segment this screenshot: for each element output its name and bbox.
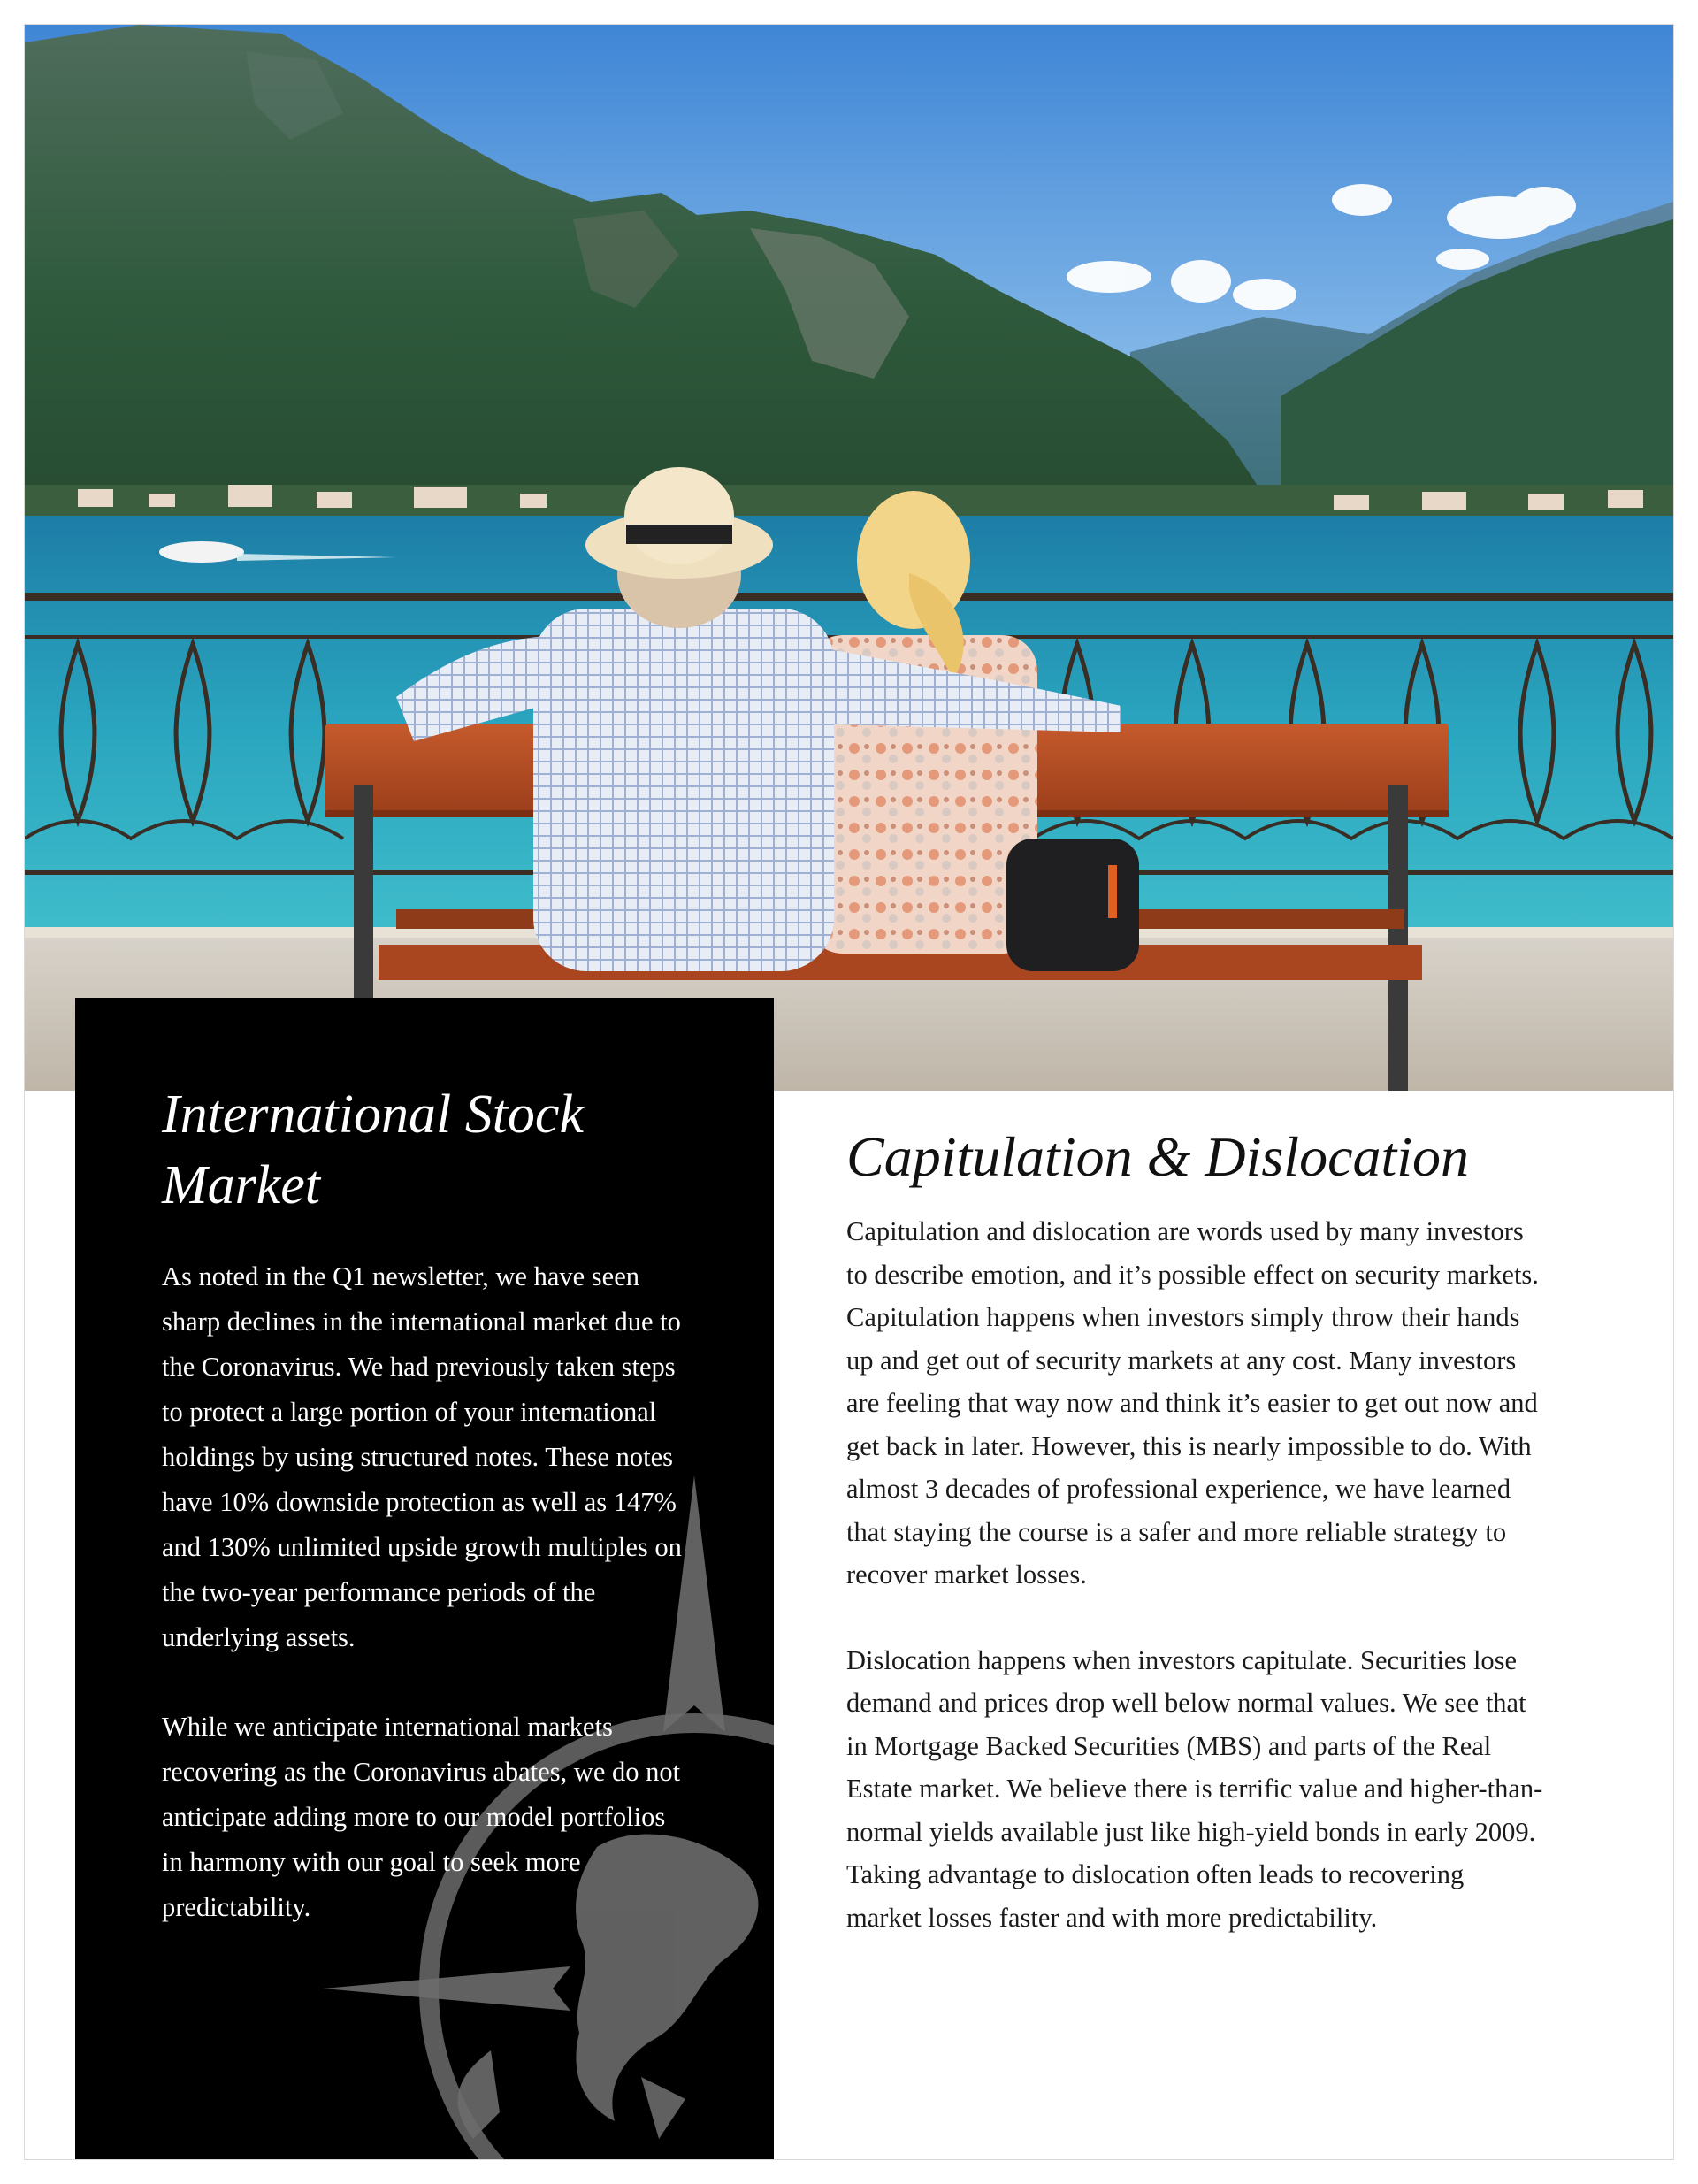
lake-scene-illustration <box>25 25 1673 1091</box>
newsletter-page <box>25 25 1673 2159</box>
article-paragraph: Dislocation happens when investors capitulate. Securities lose demand and prices drop well below normal values. We see that in Mortgage Backed Securities (MBS) and parts of the Real Estate market. We believe there is terrific value and higher-than-normal yields available just like high-yield bonds in early 2009. Taking advantage to dislocation often leads to recovering market losses faster and with more predictability. <box>846 1644 1543 1933</box>
article-title: Capitulation & Dislocation <box>846 1125 1470 1188</box>
international-market-sidebar <box>75 998 774 2159</box>
header-photo <box>25 25 1673 1091</box>
article-paragraph: Capitulation and dislocation are words used by many investors to describe emotion, and it’s possible effect on security markets. Capitulation happens when investors simply throw their hands up and get out of security markets at any cost. Many investors are feeling that way now and think it’s easier to get out now and get back in later. However, this is nearly impossible to do. With almost 3 decades of professional experience, we have learned that staying the course is a safer and more reliable strategy to recover market losses. <box>846 1216 1539 1590</box>
sidebar-paragraph: As noted in the Q1 newsletter, we have seen sharp declines in the international market due to the Coronavirus. We had previously taken steps to protect a large portion of your international holdings by using structured notes. These notes have 10% downside protection as well as 147% and 130% unlimited upside growth multiples on the two-year performance periods of the underlying assets. <box>162 1261 682 1652</box>
sidebar-paragraph: While we anticipate international markets recovering as the Coronavirus abates, we do not anticipate adding more to our model portfolios in harmony with our goal to seek more predictability. <box>162 1712 681 1922</box>
capitulation-article <box>846 1122 1545 1981</box>
sidebar-body <box>162 1254 692 1974</box>
sidebar-title: International Stock Market <box>162 1084 584 1215</box>
article-body <box>846 1210 1545 1939</box>
